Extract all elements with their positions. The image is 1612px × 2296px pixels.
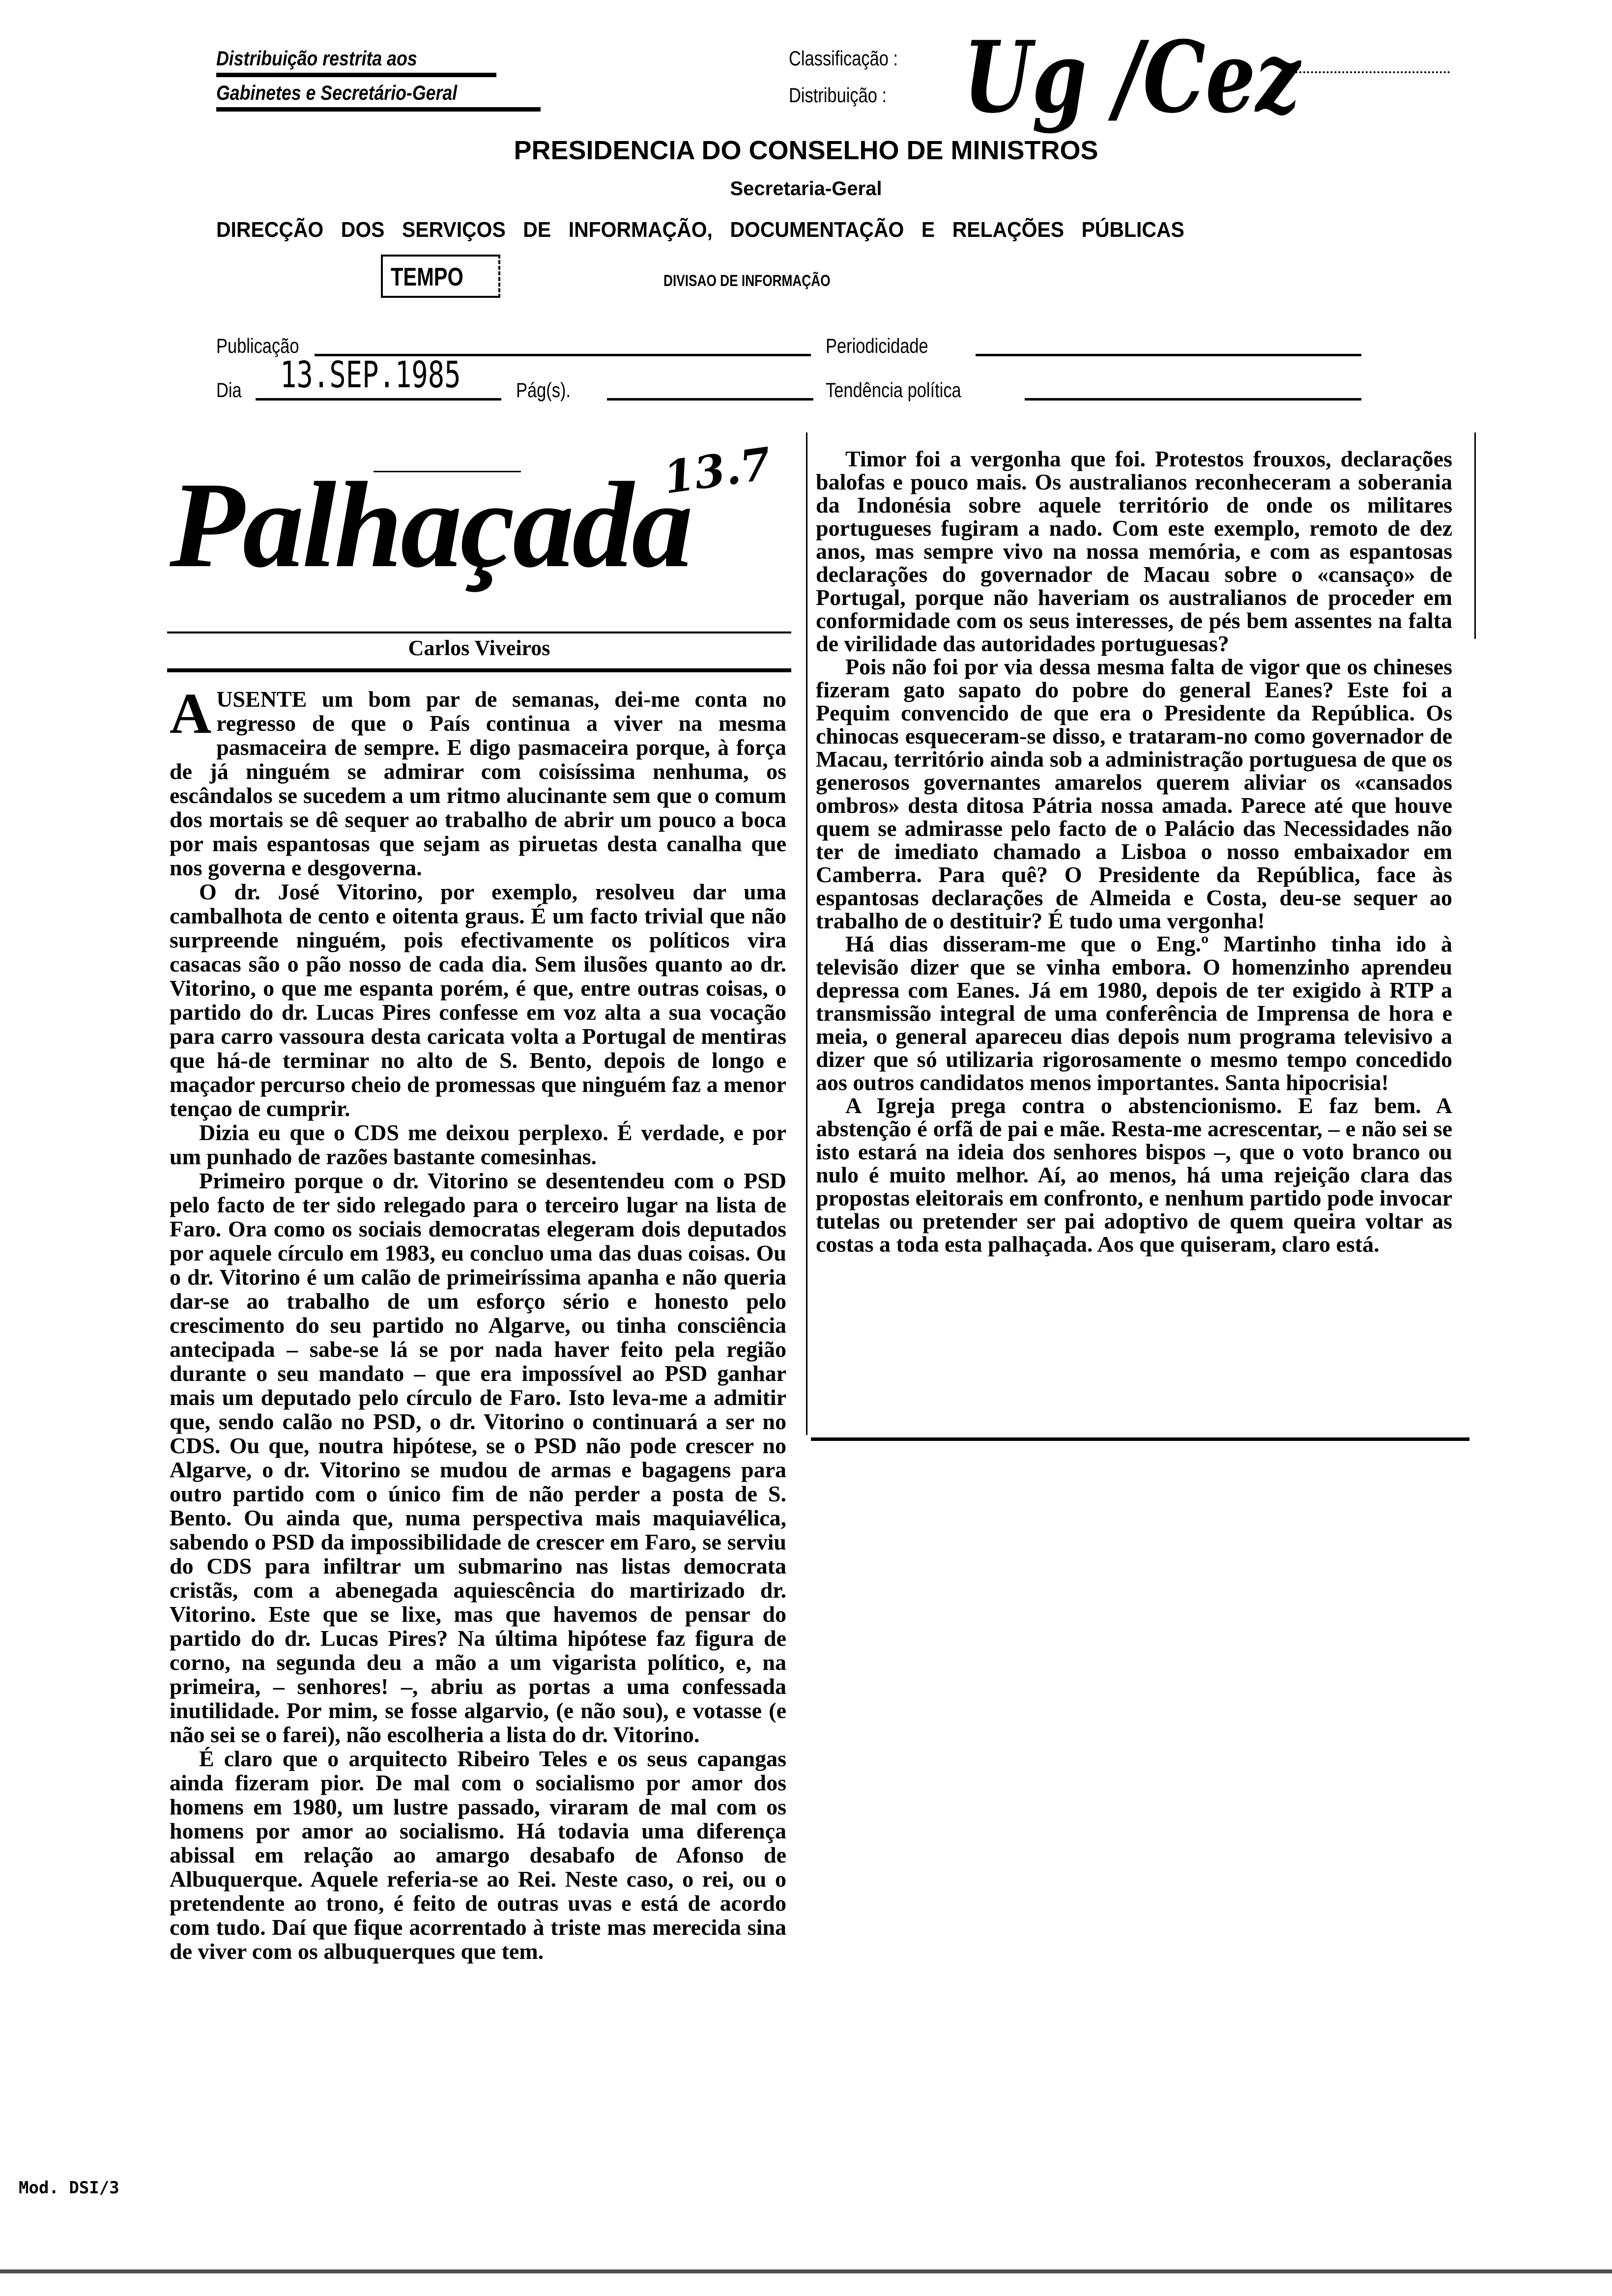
article-right-column bbox=[816, 447, 1452, 1256]
paragraph: Há dias disseram-me que o Eng.º Martinho tinha ido à televisão dizer que se vinha embora. O homenzinho aprendeu depressa com Eanes. Já em 1980, depois de ter exigido à RTP a transmissão integral de uma conferência de Imprensa de hora e meia, o general apareceu dias depois num programa televisivo a dizer que só utilizaria rigorosamente o mesmo tempo concedido aos outros candidatos menos importantes. Santa hipocrisia! bbox=[816, 931, 1452, 1095]
column-divider bbox=[806, 432, 807, 1435]
day-label: Dia bbox=[216, 378, 242, 402]
underline bbox=[216, 73, 496, 77]
paragraph: Timor foi a vergonha que foi. Protestos frouxos, declarações balofas e pouco mais. Os australianos reconheceram a soberania da Indonésia sobre aquele território de onde os militares portugueses fugiram a nado. Com este exemplo, remoto de dez anos, mas sempre vivo na nossa memória, e com as espantosas declarações do governador de Macau sobre o «cansaço» de Portugal, porque não haveriam os australianos de proceder em conformidade com os seus interesses, de pés bem assentes na falta de virilidade das autoridades portuguesas? bbox=[816, 446, 1452, 656]
classification-label: Classificação : bbox=[789, 47, 898, 70]
article-left-column bbox=[170, 681, 786, 1964]
periodicity-field bbox=[976, 354, 1361, 356]
date-stamp: 13.SEP.1985 bbox=[280, 354, 461, 396]
author-rule bbox=[167, 631, 791, 633]
paragraph: A Igreja prega contra o abstencionismo. E faz bem. A abstenção é orfã de pai e mãe. Resta-me acrescentar, – e não sei se isto estará na ideia dos senhores bispos –, que o voto branco ou nulo é muito melhor. Aí, ao menos, há uma rejeição clara das propostas eleitorais em confronto, e nenhum partido pode invocar tutelas ou pretender ser pai adoptivo de quem queira voltar as costas a toda esta palhaçada. Aos que quiseram, claro está. bbox=[816, 1093, 1452, 1257]
publication-stamp bbox=[381, 255, 500, 298]
paragraph: Dizia eu que o CDS me deixou perplexo. É verdade, e por um punhado de razões bastante comesinhas. bbox=[170, 1120, 786, 1169]
column-border bbox=[1474, 432, 1476, 639]
publication-stamp-text: TEMPO bbox=[391, 263, 463, 291]
periodicity-label: Periodicidade bbox=[826, 334, 928, 357]
paragraph: O dr. José Vitorino, por exemplo, resolveu dar uma cambalhota de cento e oitenta graus. É um facto trivial que não surpreende ninguém, pois efectivamente os políticos vira casacas são o pão nosso de cada dia. Sem ilusões quanto ao dr. Vitorino, o que me espanta porém, é que, entre outras coisas, o partido do dr. Lucas Pires confesse em voz alta a sua vocação para carro vassoura desta caricata volta a Portugal de mentiras que há-de terminar no alto de S. Bento, depois de longo e maçador percurso cheio de promessas que ninguém faz a menor tençao de cumprir. bbox=[170, 879, 786, 1121]
tendency-field bbox=[1025, 398, 1361, 401]
handwritten-classification: Ug /Cez bbox=[963, 20, 1300, 135]
pages-label: Pág(s). bbox=[516, 378, 571, 402]
article-end-rule bbox=[811, 1437, 1469, 1441]
distribution-restriction-line1: Distribuição restrita aos bbox=[216, 47, 417, 70]
paragraph: É claro que o arquitecto Ribeiro Teles e os seus capangas ainda fizeram pior. De mal com o socialismo por amor dos homens em 1980, um lustre passado, viraram de mal com os homens por amor ao socialismo. Há todavia uma diferença abissal em relação ao amargo desabafo de Afonso de Albuquerque. Aquele referia-se ao Rei. Neste caso, o rei, ou o pretendente ao trono, é feito de outras uvas e está de acordo com tudo. Daí que fique acorrentado à triste mas merecida sina de viver com os albuquerques que tem. bbox=[170, 1746, 786, 1964]
underline bbox=[216, 107, 541, 112]
distribution-restriction-line2: Gabinetes e Secretário-Geral bbox=[216, 81, 458, 104]
paragraph: AUSENTE um bom par de semanas, dei-me conta no regresso de que o País continua a viver na mesma pasmaceira de sempre. E digo pasmaceira porque, à força de já ninguém se admirar com coisíssima nenhuma, os escândalos se sucedem a um ritmo alucinante sem que o comum dos mortais se dê sequer ao trabalho de abrir um pouco a boca por mais espantosas que sejam as piruetas desta canalha que nos governa e desgoverna. bbox=[170, 681, 786, 880]
distribution-label: Distribuição : bbox=[789, 84, 887, 107]
paragraph: Pois não foi por via dessa mesma falta de vigor que os chineses fizeram gato sapato do pobre do general Eanes? Este foi a Pequim convencido de que era o Presidente da República. Os chinocas esqueceram-se disso, e trataram-no como governador de Macau, território ainda sob a administração portuguesa de que os generosos governantes amarelos querem aliviar os «cansados ombros» desta ditosa Pátria nossa amada. Parece até que houve quem se admirasse pelo facto de o Palácio das Necessidades não ter de imediato chamado a Lisboa o nosso embaixador em Camberra. Para quê? O Presidente da República, face às espantosas declarações de Almeida e Costa, deu-se sequer ao trabalho de o destituir? É tudo uma vergonha! bbox=[816, 654, 1452, 933]
article-title: Palhaçada bbox=[170, 457, 691, 593]
pages-field bbox=[607, 398, 813, 401]
form-code: Mod. DSI/3 bbox=[19, 2178, 119, 2198]
drop-cap: A bbox=[170, 681, 212, 746]
org-subtitle: Secretaria-Geral bbox=[730, 178, 882, 200]
author-byline: Carlos Viveiros bbox=[408, 636, 550, 660]
scan-edge-noise bbox=[0, 2269, 1612, 2273]
directorate: DIRECÇÃO DOS SERVIÇOS DE INFORMAÇÃO, DOCUMENTAÇÃO E RELAÇÕES PÚBLICAS bbox=[216, 218, 1184, 242]
paragraph: Primeiro porque o dr. Vitorino se desentendeu com o PSD pelo facto de ter sido relegado para o terceiro lugar na lista de Faro. Ora como os sociais democratas elegeram dois deputados por aquele círculo em 1983, eu concluo uma das duas coisas. Ou o dr. Vitorino é um calão de primeiríssima apanha e não queria dar-se ao trabalho de um esforço sério e honesto pelo crescimento do seu partido no Algarve, ou tinha consciência antecipada – sabe-se lá se por nada haver feito pela região durante o seu mandato – que era impossível ao PSD ganhar mais um deputado pelo círculo de Faro. Isto leva-me a admitir que, sendo calão no PSD, o dr. Vitorino o continuará a ser no CDS. Ou que, noutra hipótese, se o PSD não pode crescer no Algarve, o dr. Vitorino se mudou de armas e bagagens para outro partido com o único fim de não perder a posta de S. Bento. Ou ainda que, numa perspectiva mais maquiavélica, sabendo o PSD da impossibilidade de crescer em Faro, se serviu do CDS para infiltrar um submarino nas listas democrata cristãs, com a abenegada aquiescência do martirizado dr. Vitorino. Este que se lixe, mas que havemos de pensar do partido do dr. Lucas Pires? Na última hipótese faz figura de corno, na segunda deu a mão a um vigarista político, e, na primeira, – senhores! –, abriu as portas a uma confessada inutilidade. Por mim, se fosse algarvio, (e não sou), e votasse (e não sei se o farei), não escolheria a lista do dr. Vitorino. bbox=[170, 1168, 786, 1747]
org-title: PRESIDENCIA DO CONSELHO DE MINISTROS bbox=[514, 136, 1098, 165]
dotted-line bbox=[1288, 71, 1450, 73]
tendency-label: Tendência política bbox=[826, 378, 961, 402]
byline-rule bbox=[167, 668, 791, 672]
day-field bbox=[256, 398, 501, 401]
division-label: DIVISAO DE INFORMAÇÃO bbox=[663, 272, 831, 289]
handwritten-note: 13.7 bbox=[660, 437, 775, 504]
publication-label: Publicação bbox=[216, 334, 299, 357]
